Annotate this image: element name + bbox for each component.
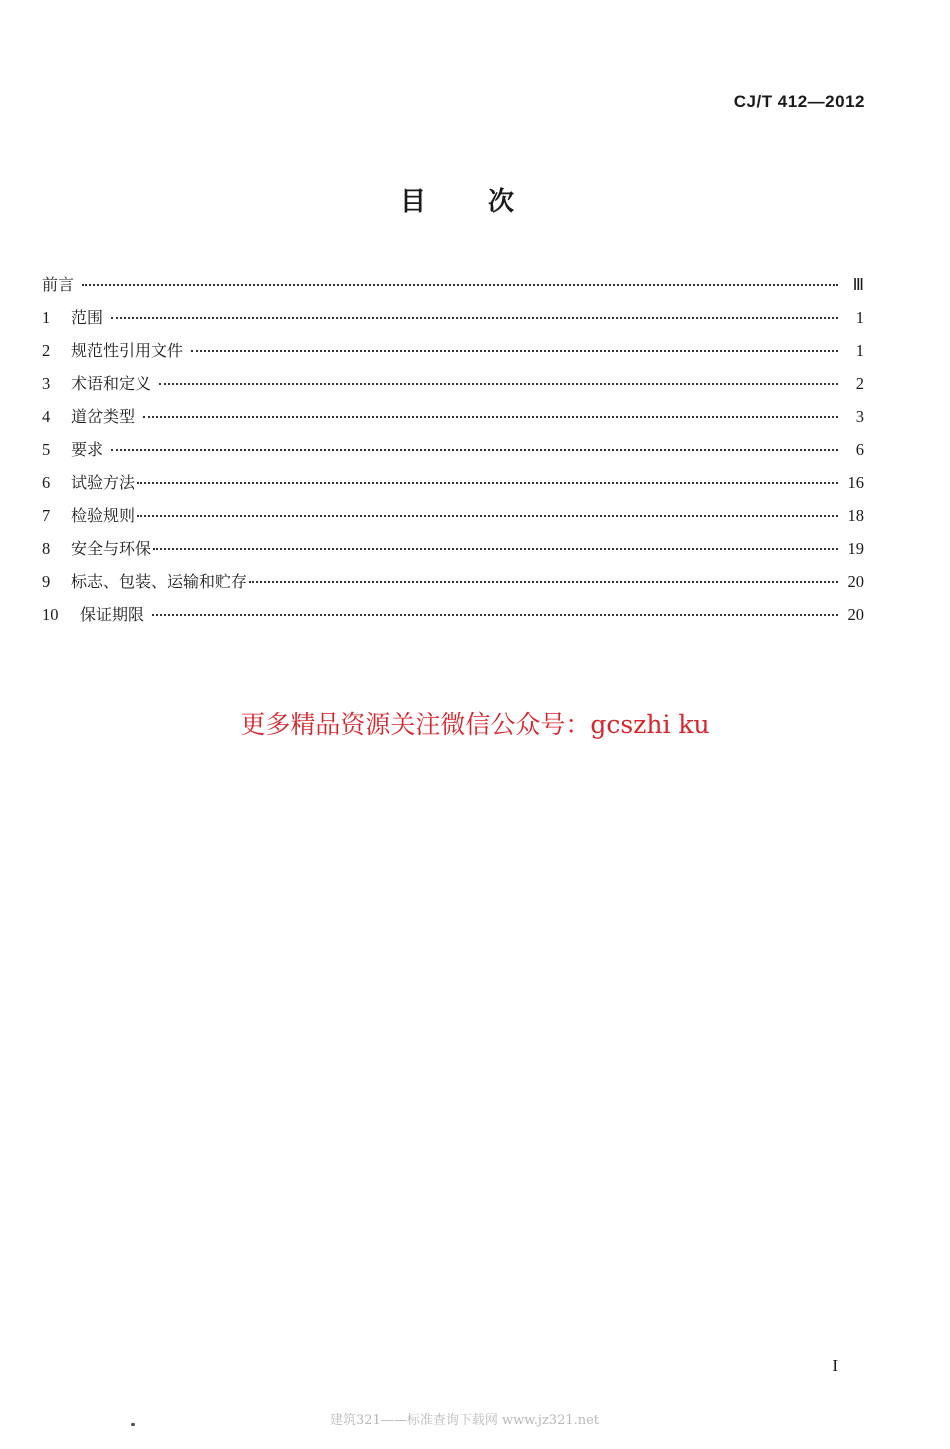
toc-entry-warranty-period[interactable] [42, 598, 864, 631]
scan-speck [131, 1423, 135, 1426]
toc-leader-dots [111, 448, 838, 451]
toc-leader-dots [152, 613, 838, 616]
toc-entry-number: 7 [42, 506, 51, 525]
toc-leader-dots [143, 415, 838, 418]
toc-entry-number: 5 [42, 440, 51, 459]
toc-entry-number: 3 [42, 374, 51, 393]
toc-leader-dots [137, 481, 838, 484]
toc-entry-number: 8 [42, 539, 51, 558]
toc-entry-label: 范围 [71, 308, 104, 327]
toc-entry-page: 1 [855, 341, 864, 360]
toc-entry-number: 10 [42, 605, 59, 624]
toc-entry-requirements[interactable] [42, 433, 864, 466]
toc-leader-dots [159, 382, 838, 385]
toc-entry-page: Ⅲ [852, 275, 864, 294]
toc-entry-page: 3 [855, 407, 864, 426]
toc-entry-page: 20 [847, 572, 864, 591]
toc-entry-page: 6 [855, 440, 864, 459]
page-number: I [832, 1356, 838, 1375]
toc-leader-dots [191, 349, 838, 352]
toc-entry-marking-packaging[interactable] [42, 565, 864, 598]
toc-leader-dots [249, 580, 838, 583]
toc-entry-label: 道岔类型 [71, 407, 136, 426]
footer-watermark: 建筑321——标准查询下载网 www.jz321.net [330, 1413, 600, 1428]
toc-entry-page: 2 [855, 374, 864, 393]
toc-entry-label: 要求 [71, 440, 104, 459]
toc-leader-dots [111, 316, 838, 319]
toc-title [400, 184, 514, 220]
toc-entry-label: 保证期限 [80, 605, 145, 624]
toc-entry-terms-definitions[interactable] [42, 367, 864, 400]
toc-entry-page: 19 [847, 539, 864, 558]
toc-entry-page: 18 [847, 506, 864, 525]
toc-entry-label: 规范性引用文件 [71, 341, 184, 360]
standard-number: CJ/T 412—2012 [733, 92, 865, 111]
toc-entry-turnout-types[interactable] [42, 400, 864, 433]
toc-entry-page: 20 [847, 605, 864, 624]
toc-entry-number: 1 [42, 308, 51, 327]
toc-entry-label: 标志、包装、运输和贮存 [71, 572, 248, 591]
toc-title-char-2: 次 [487, 187, 514, 217]
toc-entry-number: 6 [42, 473, 51, 492]
toc-entry-number: 9 [42, 572, 51, 591]
toc-entry-label: 安全与环保 [71, 539, 152, 558]
toc-entry-label: 术语和定义 [71, 374, 152, 393]
toc-entry-label: 试验方法 [71, 473, 136, 492]
toc-entry-label: 前言 [42, 275, 75, 294]
toc-leader-dots [137, 514, 838, 517]
toc-entry-page: 16 [847, 473, 864, 492]
toc-entry-scope[interactable] [42, 301, 864, 334]
toc-entry-inspection-rules[interactable] [42, 499, 864, 532]
toc-entry-foreword[interactable] [42, 268, 864, 301]
toc-entry-number: 2 [42, 341, 51, 360]
toc-entry-safety-environment[interactable] [42, 532, 864, 565]
toc-entry-label: 检验规则 [71, 506, 136, 525]
toc-entry-normative-references[interactable] [42, 334, 864, 367]
toc-entry-page: 1 [855, 308, 864, 327]
toc-leader-dots [153, 547, 838, 550]
toc-leader-dots [82, 283, 838, 286]
promo-text: 更多精品资源关注微信公众号：gcszhi ku [240, 710, 710, 739]
toc-title-char-1: 目 [400, 187, 427, 217]
toc-entry-test-methods[interactable] [42, 466, 864, 499]
table-of-contents [42, 268, 864, 631]
toc-entry-number: 4 [42, 407, 51, 426]
